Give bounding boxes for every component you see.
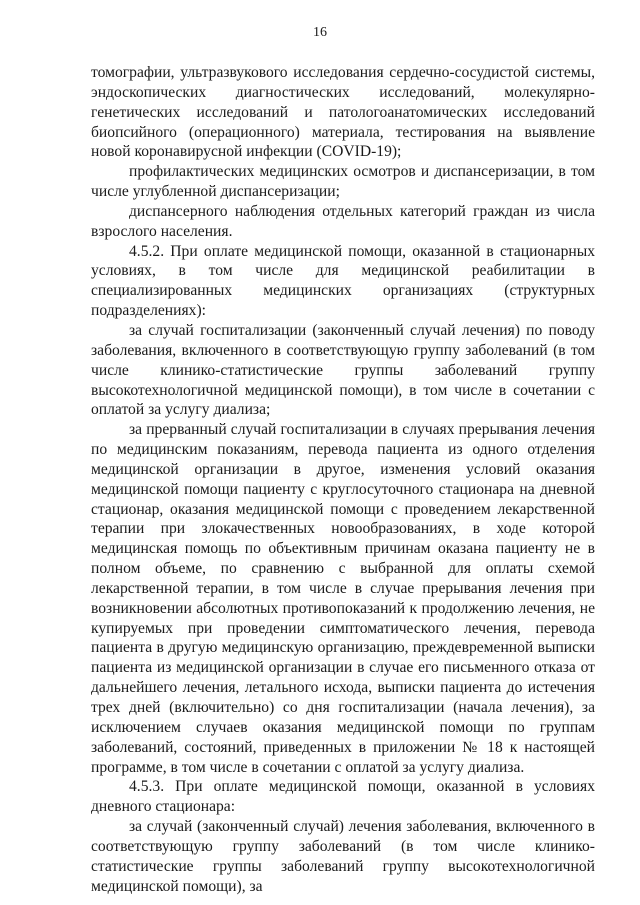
paragraph: диспансерного наблюдения отдельных категорий граждан из числа взрослого населения.	[91, 202, 595, 240]
document-body	[91, 63, 595, 896]
paragraph: за случай госпитализации (законченный случай лечения) по поводу заболевания, включенного в соответствующую группу заболеваний (в том числе клинико-статистические группы заболеваний группу высокотехнологичной медицинской помощи), в том числе в сочетании с оплатой за услугу диализа;	[91, 321, 595, 419]
paragraph: за прерванный случай госпитализации в случаях прерывания лечения по медицинским показаниям, перевода пациента из одного отделения медицинской организации в другое, изменения условий оказания медицинской помощи пациенту с круглосуточного стационара на дневной стационар, оказания медицинской помощи с проведением лекарственной терапии при злокачественных новообразованиях, в ходе которой медицинская помощь по объективным причинам оказана пациенту не в полном объеме, по сравнению с выбранной для оплаты схемой лекарственной терапии, в том числе в случае прерывания лечения при возникновении абсолютных противопоказаний к продолжению лечения, не купируемых при проведении симптоматического лечения, перевода пациента в другую медицинскую организацию, преждевременной выписки пациента из медицинской организации в случае его письменного отказа от дальнейшего лечения, летального исхода, выписки пациента до истечения трех дней (включительно) со дня госпитализации (начала лечения), за исключением случаев оказания медицинской помощи по группам заболеваний, состояний, приведенных в приложении № 18 к настоящей программе, в том числе в сочетании с оплатой за услугу диализа.	[91, 421, 595, 776]
paragraph: 4.5.3. При оплате медицинской помощи, оказанной в условиях дневного стационара:	[91, 778, 595, 816]
paragraph: профилактических медицинских осмотров и диспансеризации, в том числе углубленной диспансеризации;	[91, 163, 595, 201]
page-number: 16	[313, 25, 327, 40]
paragraph: 4.5.2. При оплате медицинской помощи, оказанной в стационарных условиях, в том числе для медицинской реабилитации в специализированных медицинских организациях (структурных подразделениях):	[91, 242, 595, 320]
paragraph: томографии, ультразвукового исследования сердечно-сосудистой системы, эндоскопических диагностических исследований, молекулярно-генетических исследований и патологоанатомических исследований биопсийного (операционного) материала, тестирования на выявление новой коронавирусной инфекции (COVID-19);	[91, 64, 595, 161]
paragraph: за случай (законченный случай) лечения заболевания, включенного в соответствующую группу заболеваний (в том числе клинико-статистические группы заболеваний группу высокотехнологичной медицинской помощи), за	[91, 818, 595, 895]
